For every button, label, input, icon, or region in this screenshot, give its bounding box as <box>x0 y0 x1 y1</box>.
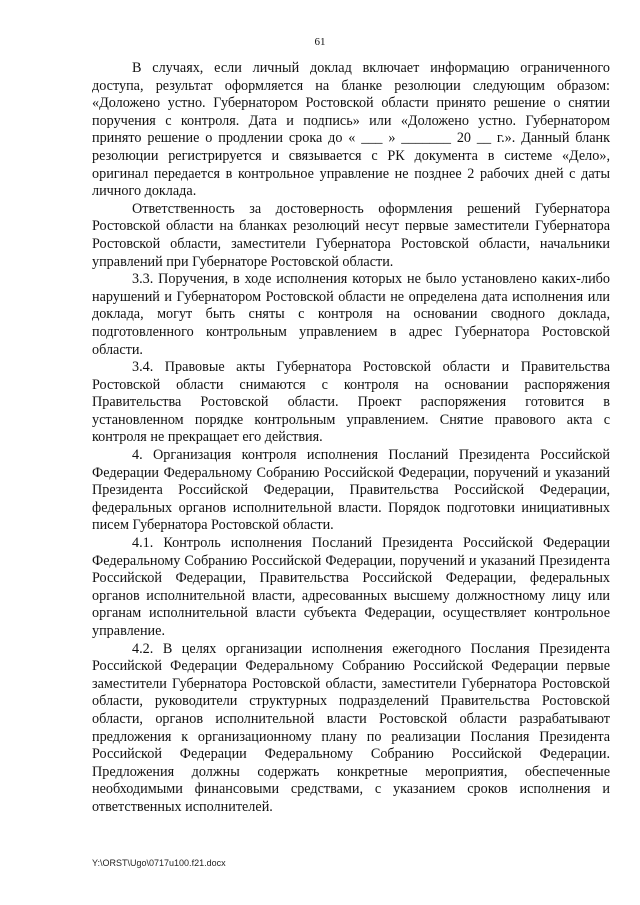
document-body <box>92 60 610 817</box>
paragraph-3-3: 3.3. Поручения, в ходе исполнения которых не было установлено каких-либо нарушений и Губернатором Ростовской области не определена дата исполнения или доклада, могут быть сняты с контроля на основании сводного доклада, подготовленного контрольным управлением в адрес Губернатора Ростовской области. <box>92 271 610 358</box>
paragraph-personal-report: В случаях, если личный доклад включает информацию ограниченного доступа, результат оформляется на бланке резолюции следующим образом: «Доложено устно. Губернатором Ростовской области принято решение о снятии поручения с контроля. Дата и подпись» или «Доложено устно. Губернатором принято решение о продлении срока до « ___ » _______ 20 __ г.». Данный бланк резолюции регистрируется и связывается с РК документа в системе «Дело», оригинал передается в контрольное управление не позднее 2 рабочих дней с даты личного доклада. <box>92 60 610 200</box>
paragraph-responsibility: Ответственность за достоверность оформления решений Губернатора Ростовской области на бланках резолюций несут первые заместители Губернатора Ростовской области, заместители Губернатора Ростовской области, начальники управлений при Губернаторе Ростовской области. <box>92 200 610 270</box>
page-number: 61 <box>314 36 326 48</box>
paragraph-4-1: 4.1. Контроль исполнения Посланий Президента Российской Федерации Федеральному Собранию Российской Федерации, поручений и указаний Президента Российской Федерации, Правительства Российской Федерации, федеральных органов исполнительной власти, адресованных высшему должностному лицу или органам исполнительной власти субъекта Федерации, осуществляет контрольное управление. <box>92 535 610 639</box>
paragraph-section-4: 4. Организация контроля исполнения Посланий Президента Российской Федерации Федеральному Собранию Российской Федерации, поручений и указаний Президента Российской Федерации, Правительства Российской Федерации, федеральных органов исполнительной власти. Порядок подготовки инициативных писем Губернатора Ростовской области. <box>92 447 610 534</box>
paragraph-4-2: 4.2. В целях организации исполнения ежегодного Послания Президента Российской Федерации Федеральному Собранию Российской Федерации первые заместители Губернатора Ростовской области, заместители Губернатора Ростовской области, руководители структурных подразделений Правительства Ростовской области, органов исполнительной власти Ростовской области разрабатывают предложения к организационному плану по реализации Послания Президента Российской Федерации Федеральному Собранию Российской Федерации. Предложения должны содержать конкретные мероприятия, обеспеченные необходимыми финансовыми средствами, с указанием сроков исполнения и ответственных исполнителей. <box>92 640 610 815</box>
footer-file-path: Y:\ORST\Ugo\0717u100.f21.docx <box>92 858 226 868</box>
paragraph-3-4: 3.4. Правовые акты Губернатора Ростовской области и Правительства Ростовской области снимаются с контроля на основании распоряжения Правительства Ростовской области. Проект распоряжения готовится в установленном порядке контрольным управлением. Снятие правового акта с контроля не прекращает его действия. <box>92 359 610 446</box>
